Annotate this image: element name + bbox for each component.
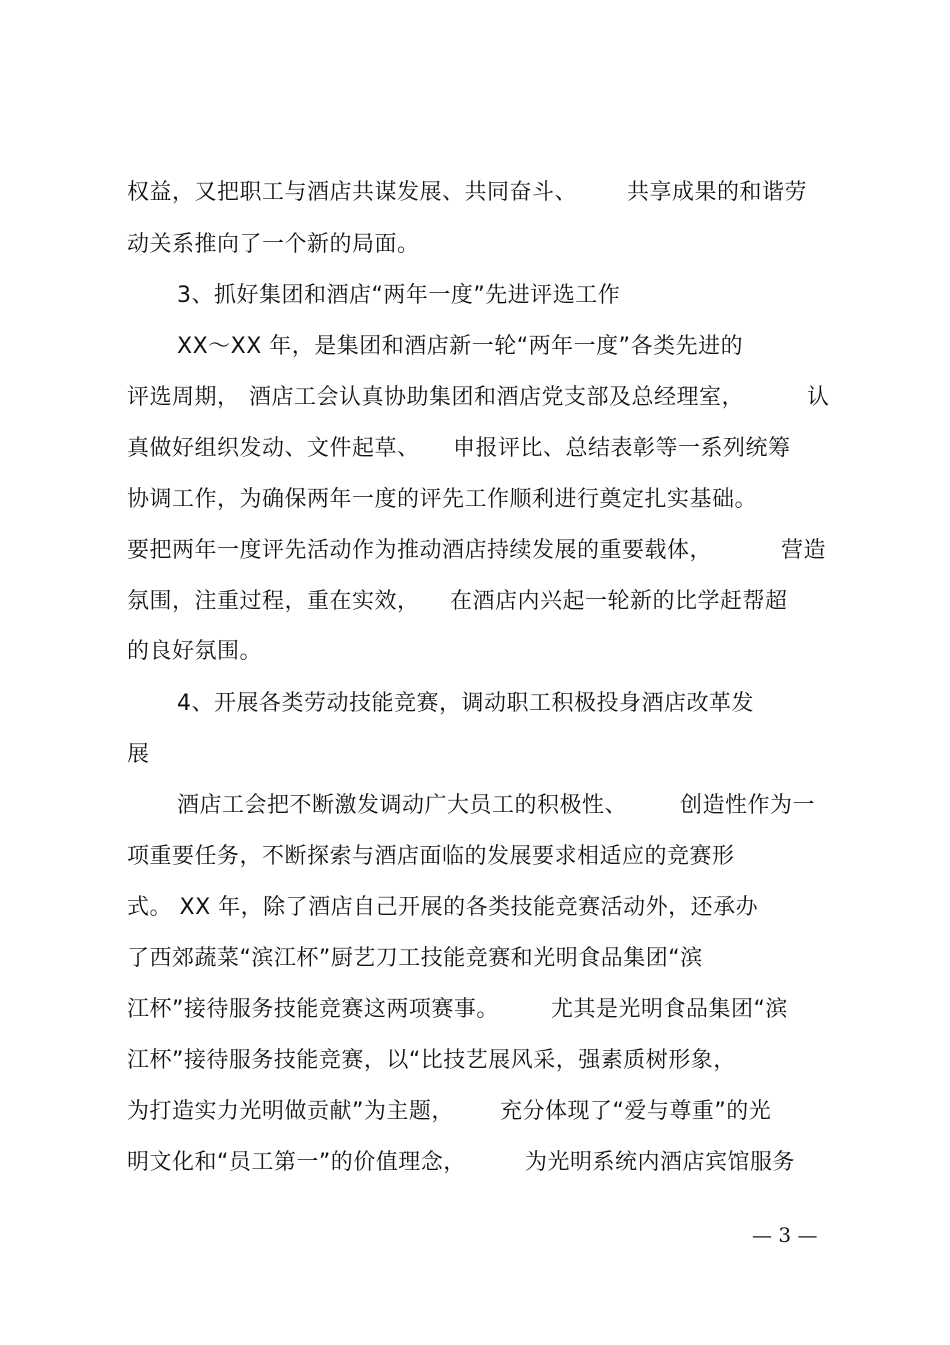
text-line-9 [127, 587, 788, 617]
text-segment: 氛围，注重过程，重在实效， [127, 589, 420, 614]
text-line-14 [127, 842, 735, 872]
text-segment: 充分体现了“爱与尊重”的光 [500, 1099, 772, 1124]
text-segment: 式。 XX 年，除了酒店自己开展的各类技能竞赛活动外，还承办 [127, 895, 759, 920]
text-segment: 权益，又把职工与酒店共谋发展、共同奋斗、 [127, 180, 578, 205]
text-segment: 了西郊蔬菜“滨江杯”厨艺刀工技能竞赛和光明食品集团“滨 [127, 946, 703, 971]
heading-text: 4、开展各类劳动技能竞赛，调动职工积极投身酒店改革发 [177, 691, 754, 716]
text-line-7 [127, 485, 758, 515]
text-line-5 [127, 383, 830, 413]
text-line-8 [127, 536, 827, 566]
text-segment: 创造性作为一 [680, 793, 816, 818]
text-line-4 [177, 332, 744, 362]
text-segment: 的良好氛围。 [127, 639, 263, 664]
text-segment: 江杯”接待服务技能竞赛这两项赛事。 [127, 997, 499, 1022]
text-segment: 酒店工会把不断激发调动广大员工的积极性、 [177, 793, 628, 818]
text-line-17 [127, 995, 788, 1025]
text-segment: 要把两年一度评先活动作为推动酒店持续发展的重要载体， [127, 538, 713, 563]
text-line-20 [127, 1148, 796, 1178]
text-segment: 明文化和“员工第一”的价值理念， [127, 1150, 466, 1175]
text-line-19 [127, 1097, 772, 1127]
text-segment: 江杯”接待服务技能竞赛，以“比技艺展风采，强素质树形象， [127, 1048, 736, 1073]
text-segment: 为光明系统内酒店宾馆服务 [525, 1150, 796, 1175]
text-segment: 共享成果的和谐劳 [627, 180, 808, 205]
text-segment: 项重要任务，不断探索与酒店面临的发展要求相适应的竞赛形 [127, 844, 735, 869]
text-segment: 申报评比、总结表彰等一系列统筹 [453, 436, 791, 461]
text-segment: 为打造实力光明做贡献”为主题， [127, 1099, 454, 1124]
text-segment: 认 [807, 385, 830, 410]
section-heading-4-continued [127, 740, 157, 770]
text-line-18 [127, 1046, 736, 1076]
text-line-13 [177, 791, 816, 821]
text-segment: XX～XX 年，是集团和酒店新一轮“两年一度”各类先进的 [177, 334, 744, 359]
text-line-1 [127, 178, 808, 208]
page-number: — 3 — [752, 1223, 818, 1247]
heading-text: 展 [127, 742, 150, 767]
text-segment: 评选周期， [127, 385, 240, 410]
text-line-15 [127, 893, 759, 923]
text-line-2 [127, 230, 420, 260]
text-segment: 酒店工会认真协助集团和酒店党支部及总经理室， [249, 385, 745, 410]
text-segment: 营造 [781, 538, 827, 563]
text-segment: 真做好组织发动、文件起草、 [127, 436, 420, 461]
text-line-6 [127, 434, 791, 464]
section-heading-4 [177, 689, 754, 719]
text-line-16 [127, 944, 703, 974]
heading-text: 3、抓好集团和酒店“两年一度”先进评选工作 [177, 283, 621, 308]
text-segment: 协调工作，为确保两年一度的评先工作顺利进行奠定扎实基础。 [127, 487, 758, 512]
section-heading-3 [177, 281, 621, 311]
text-segment: 动关系推向了一个新的局面。 [127, 232, 420, 257]
text-segment: 在酒店内兴起一轮新的比学赶帮超 [450, 589, 788, 614]
text-line-10 [127, 637, 263, 667]
text-segment: 尤其是光明食品集团“滨 [551, 997, 788, 1022]
